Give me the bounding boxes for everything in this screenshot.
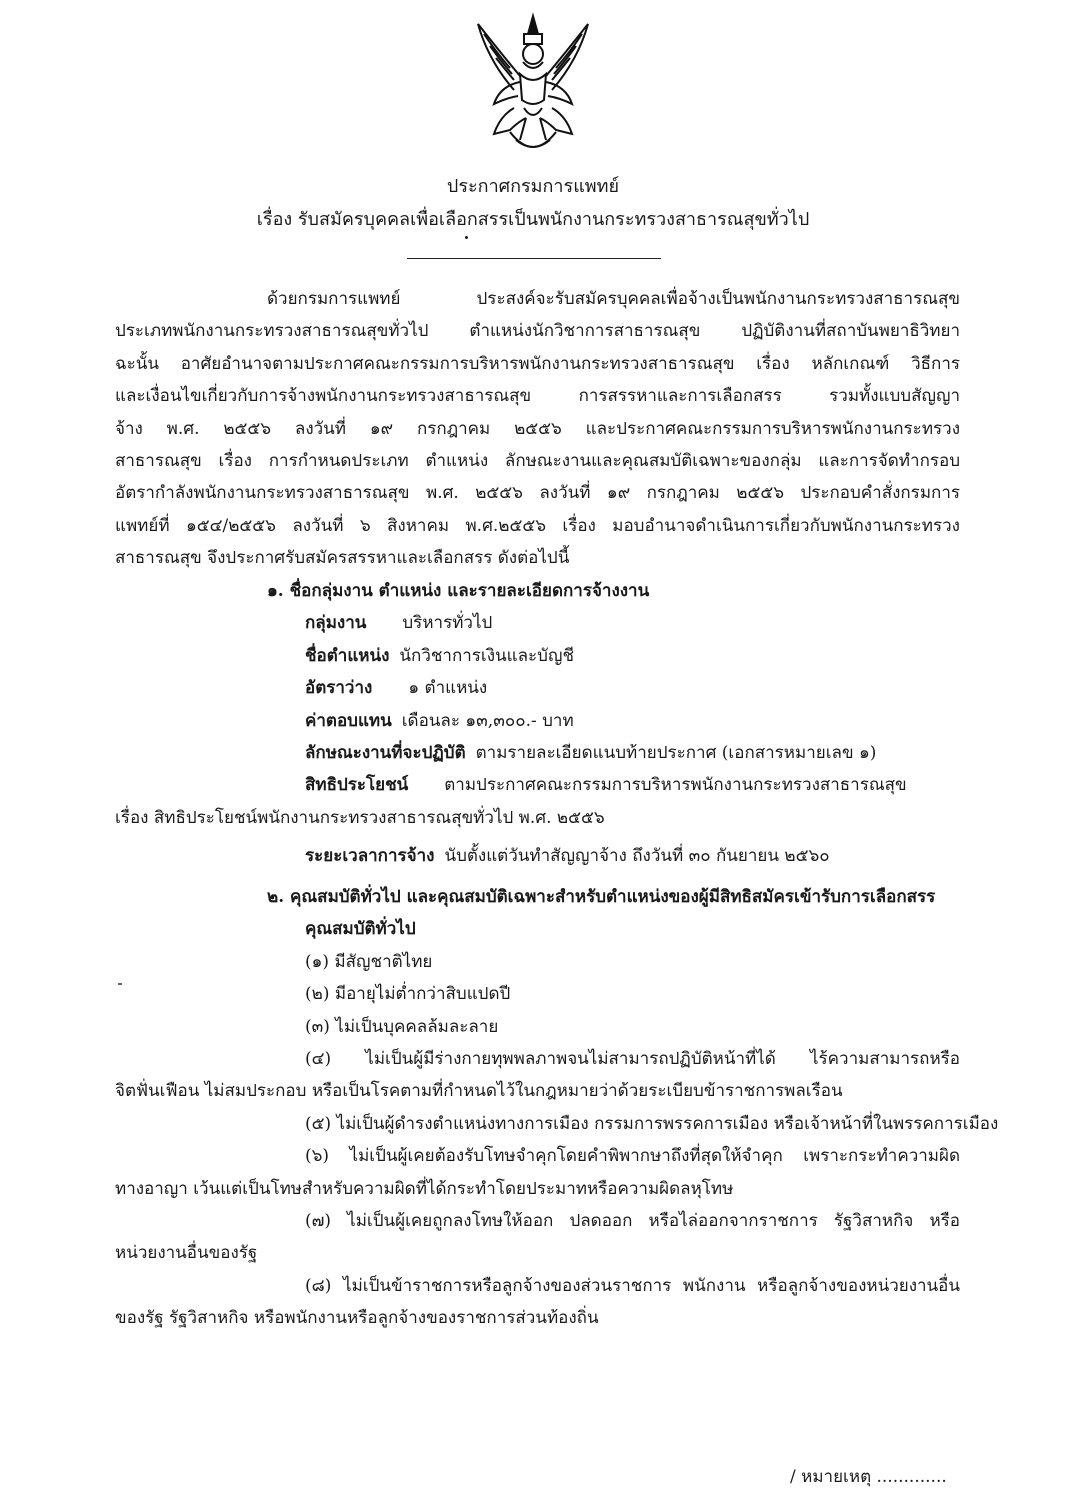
qualification-item-cont: ทางอาญา เว้นแต่เป็นโทษสำหรับความผิดที่ได้กระทำโดยประมาทหรือความผิดลหุโทษ: [115, 1178, 734, 1199]
field-label: ลักษณะงานที่จะปฏิบัติ: [305, 742, 466, 763]
intro-line: แพทย์ที่ ๑๕๔/๒๕๕๖ ลงวันที่ ๖ สิงหาคม พ.ศ.๒๕๕๖ เรื่อง มอบอำนาจดำเนินการเกี่ยวกับพนักงานกระทรวง: [115, 515, 960, 536]
qualification-item-cont: จิตฟั่นเฟือน ไม่สมประกอบ หรือเป็นโรคตามที่กำหนดไว้ในกฎหมายว่าด้วยระเบียบข้าราชการพลเรือน: [115, 1081, 843, 1102]
intro-line: ประเภทพนักงานกระทรวงสาธารณสุขทั่วไป ตำแหน่งนักวิชาการสาธารณสุข ปฏิบัติงานที่สถาบันพยาธิวิทยา: [115, 321, 960, 342]
garuda-emblem: [470, 12, 596, 162]
field-value: ตามประกาศคณะกรรมการบริหารพนักงานกระทรวงสาธารณสุข: [444, 775, 907, 796]
field-pay: [115, 705, 960, 737]
field-value: นับตั้งแต่วันทำสัญญาจ้าง ถึงวันที่ ๓๐ กันยายน ๒๕๖๐: [444, 846, 830, 867]
field-position: [115, 640, 960, 672]
field-value: เดือนละ ๑๓,๓๐๐.- บาท: [401, 710, 574, 731]
section-1-heading: ๑. ชื่อกลุ่มงาน ตำแหน่ง และรายละเอียดการจ้างงาน: [267, 581, 650, 601]
continuation-note: / หมายเหตุ .............: [790, 1467, 947, 1487]
field-value: บริหารทั่วไป: [402, 613, 493, 634]
field-label: สิทธิประโยชน์: [305, 775, 409, 796]
title-rule: [407, 258, 661, 259]
qualification-item: (๖) ไม่เป็นผู้เคยต้องรับโทษจำคุกโดยคำพิพากษาถึงที่สุดให้จำคุก เพราะกระทำความผิด: [305, 1146, 960, 1167]
field-label: อัตราว่าง: [305, 678, 373, 699]
field-benefit: [115, 769, 960, 801]
qualification-item: (๔) ไม่เป็นผู้มีร่างกายทุพพลภาพจนไม่สามารถปฏิบัติหน้าที่ได้ ไร้ความสามารถหรือ: [305, 1048, 960, 1069]
intro-line: และเงื่อนไขเกี่ยวกับการจ้างพนักงานกระทรวงสาธารณสุข การสรรหาและการเลือกสรร รวมทั้งแบบสัญญา: [115, 386, 960, 407]
intro-line: สาธารณสุข จึงประกาศรับสมัครสรรหาและเลือกสรร ดังต่อไปนี้: [115, 548, 570, 569]
field-benefit-cont: เรื่อง สิทธิประโยชน์พนักงานกระทรวงสาธารณสุขทั่วไป พ.ศ. ๒๕๕๖: [115, 807, 605, 828]
section-2: [115, 881, 999, 1334]
field-value: นักวิชาการเงินและบัญชี: [399, 645, 574, 666]
field-duty: [115, 737, 960, 769]
field-label: ค่าตอบแทน: [305, 710, 392, 731]
field-group: [115, 607, 960, 639]
field-vacancy: [115, 672, 960, 704]
qualification-item: (๕) ไม่เป็นผู้ดำรงตำแหน่งทางการเมือง กรรมการพรรคการเมือง หรือเจ้าหน้าที่ในพรรคการเมือง: [305, 1113, 999, 1134]
intro-line: สาธารณสุข เรื่อง การกำหนดประเภท ตำแหน่ง ลักษณะงานและคุณสมบัติเฉพาะของกลุ่ม และการจัดทำกรอบ: [115, 450, 960, 471]
qualification-item-cont: ของรัฐ รัฐวิสาหกิจ หรือพนักงานหรือลูกจ้างของราชการส่วนท้องถิ่น: [115, 1308, 599, 1329]
intro-line: อัตรากำลังพนักงานกระทรวงสาธารณสุข พ.ศ. ๒๕๕๖ ลงวันที่ ๑๙ กรกฎาคม ๒๕๕๖ ประกอบคำสั่งกรมการ: [115, 483, 960, 504]
section-1: [115, 575, 960, 873]
qualification-item: (๗) ไม่เป็นผู้เคยถูกลงโทษให้ออก ปลดออก หรือไล่ออกจากราชการ รัฐวิสาหกิจ หรือ: [305, 1210, 960, 1231]
separator-dot: [465, 236, 468, 239]
field-value: ตามรายละเอียดแนบท้ายประกาศ (เอกสารหมายเลข ๑): [475, 742, 877, 763]
qualification-item-cont: หน่วยงานอื่นของรัฐ: [115, 1243, 258, 1264]
qualification-item: (๓) ไม่เป็นบุคคลล้มละลาย: [305, 1016, 499, 1037]
field-label: กลุ่มงาน: [305, 613, 367, 634]
field-label: ระยะเวลาการจ้าง: [305, 846, 435, 867]
qualification-item: (๑) มีสัญชาติไทย: [305, 951, 433, 972]
intro-line: จ้าง พ.ศ. ๒๕๕๖ ลงวันที่ ๑๙ กรกฎาคม ๒๕๕๖ และประกาศคณะกรรมการบริหารพนักงานกระทรวง: [115, 418, 960, 439]
intro-paragraph: [115, 283, 960, 575]
field-label: ชื่อตำแหน่ง: [305, 645, 390, 666]
field-period: [115, 840, 960, 872]
section-2-heading: ๒. คุณสมบัติทั่วไป และคุณสมบัติเฉพาะสำหรับตำแหน่งของผู้มีสิทธิสมัครเข้ารับการเลือกสรร: [267, 887, 936, 907]
scan-speck: [118, 983, 122, 985]
announcement-subject: เรื่อง รับสมัครบุคคลเพื่อเลือกสรรเป็นพนักงานกระทรวงสาธารณสุขทั่วไป: [256, 209, 810, 230]
intro-line: ฉะนั้น อาศัยอำนาจตามประกาศคณะกรรมการบริหารพนักงานกระทรวงสาธารณสุข เรื่อง หลักเกณฑ์ วิธีการ: [115, 353, 960, 374]
field-value: ๑ ตำแหน่ง: [408, 678, 488, 699]
qualification-item: (๒) มีอายุไม่ต่ำกว่าสิบแปดปี: [305, 984, 511, 1005]
qualification-item: (๘) ไม่เป็นข้าราชการหรือลูกจ้างของส่วนราชการ พนักงาน หรือลูกจ้างของหน่วยงานอื่น: [305, 1275, 960, 1296]
announcement-title: ประกาศกรมการแพทย์: [446, 176, 620, 197]
section-2-subheading: คุณสมบัติทั่วไป: [305, 919, 416, 940]
intro-line: ด้วยกรมการแพทย์ ประสงค์จะรับสมัครบุคคลเพื่อจ้างเป็นพนักงานกระทรวงสาธารณสุข: [267, 289, 960, 309]
